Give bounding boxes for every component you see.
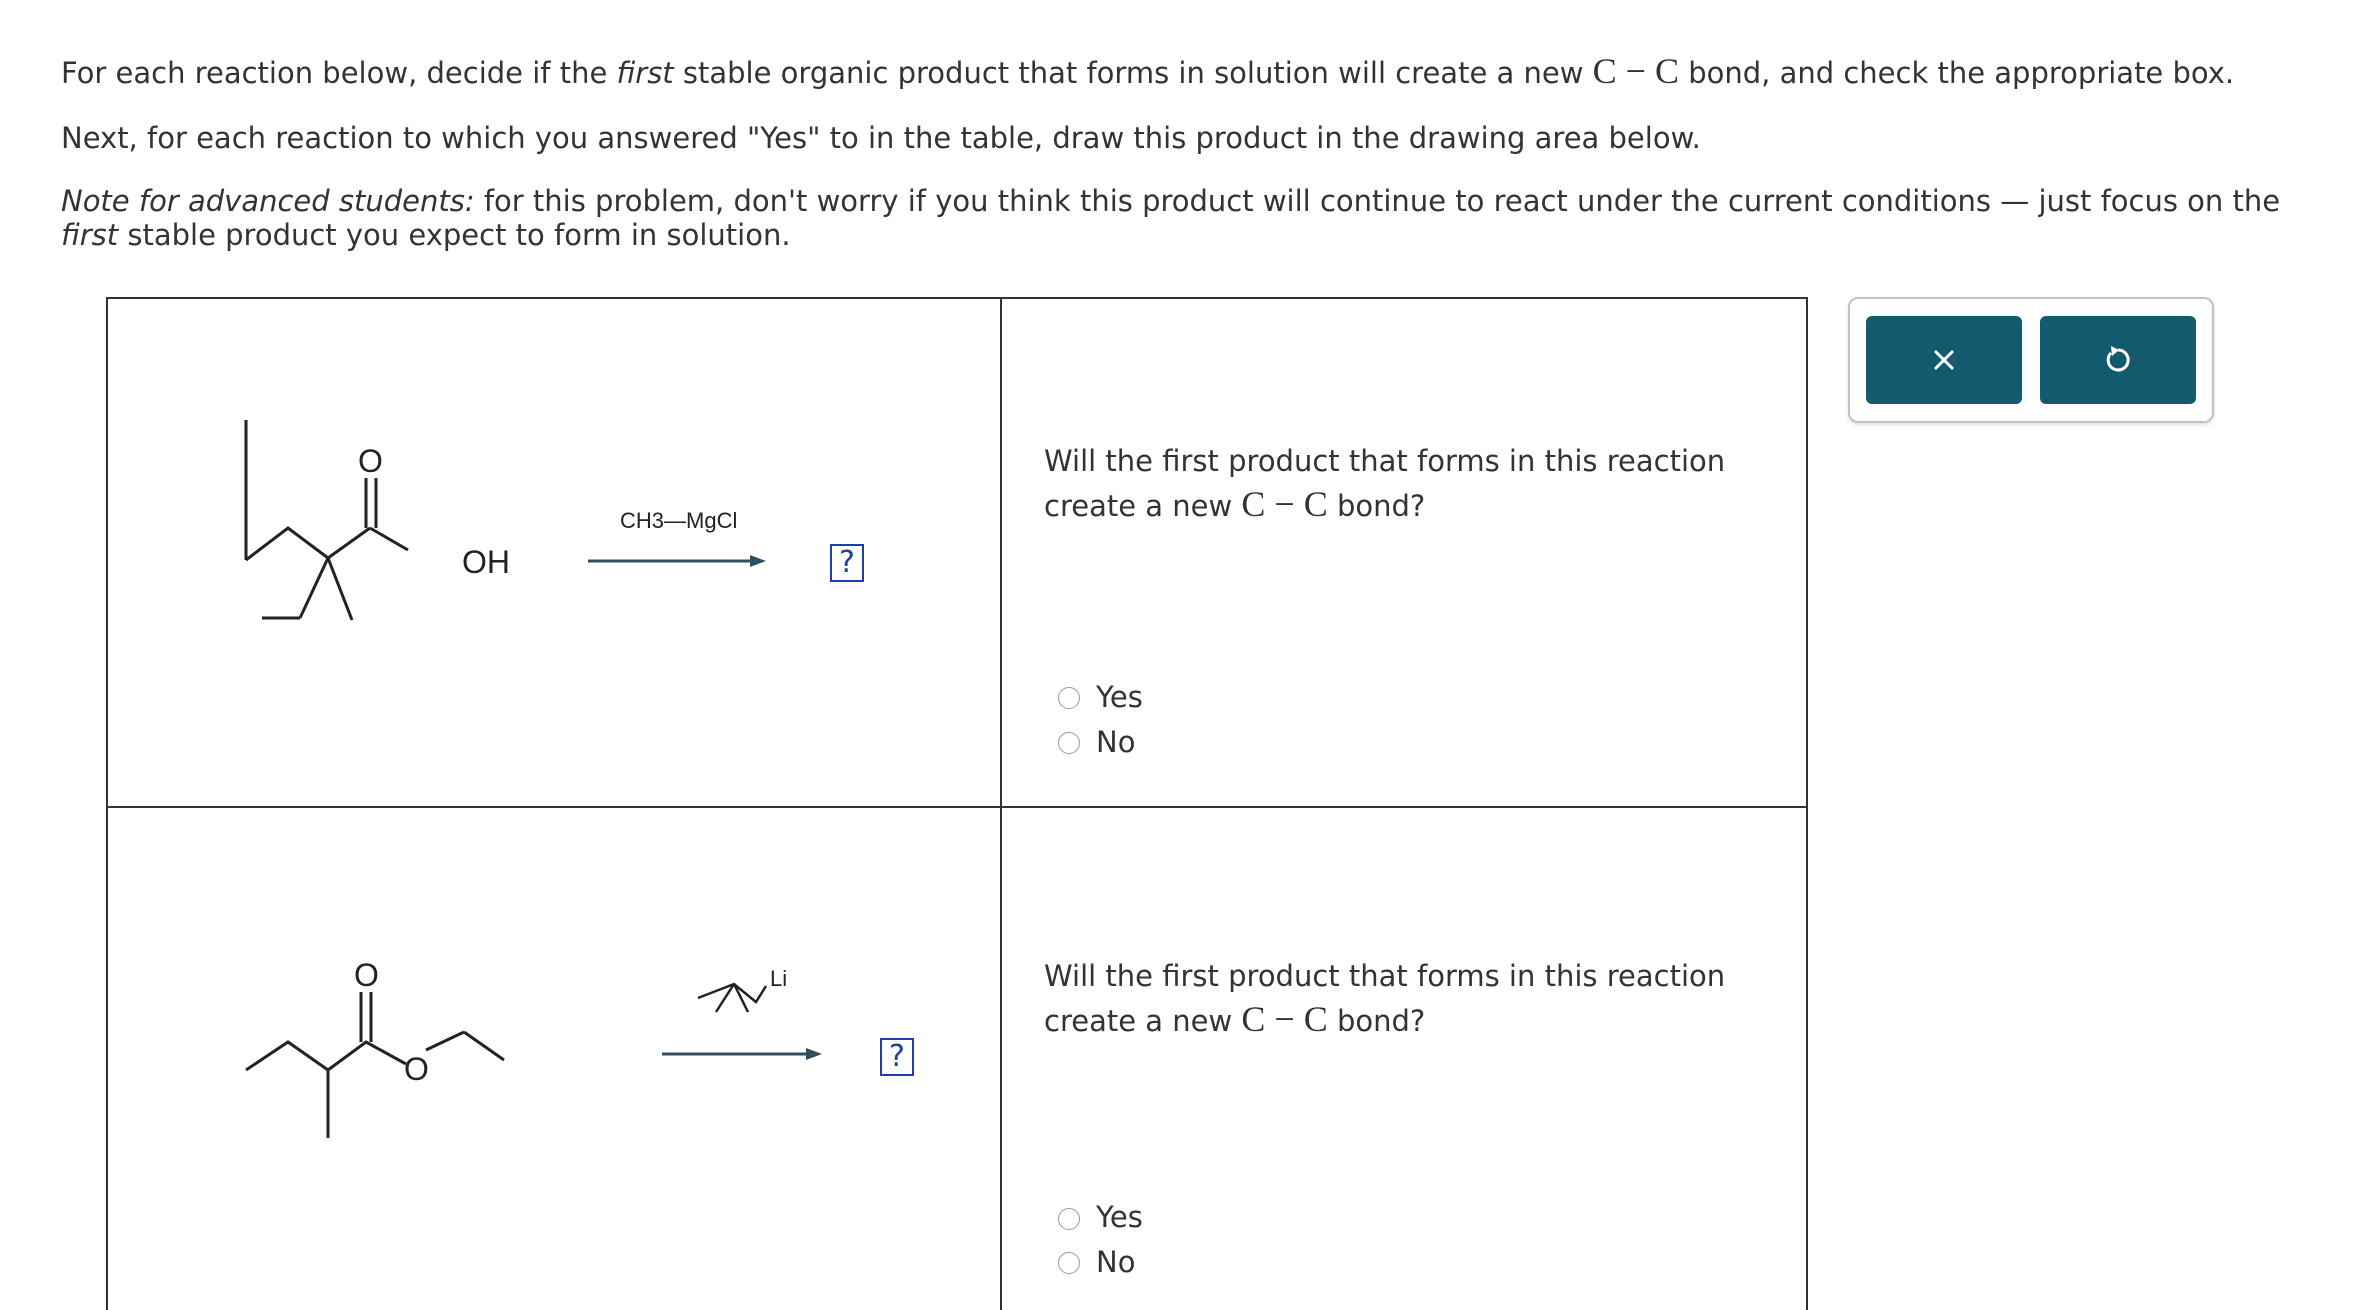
- answer-toolbar: [1848, 297, 2214, 423]
- question-1-line2: create a new C − C bond?: [1044, 484, 1426, 524]
- instruction-2: Next, for each reaction to which you answered "Yes" to in the table, draw this product in the drawing area below.: [61, 121, 1701, 155]
- reactant-2-carbonyl-oxygen: O: [354, 957, 379, 993]
- reaction-arrow-1: [588, 555, 766, 567]
- instruction-3: Note for advanced students: for this problem, don't worry if you think this product will continue to react under the current conditions — just focus on the first stable product you expect to form in solution.: [61, 184, 2281, 252]
- question-2-line1: Will the first product that forms in this reaction: [1044, 959, 1726, 993]
- reagent-2-structure: [698, 984, 766, 1012]
- reaction-2-scheme: [200, 940, 960, 1180]
- reactant-2-structure: [246, 992, 504, 1138]
- undo-icon: [2101, 343, 2135, 377]
- question-1-line1: Will the first product that forms in this reaction: [1044, 444, 1726, 478]
- instruction-1: For each reaction below, decide if the first stable organic product that forms in solution will create a new C − C bond, and check the appropriate box.: [61, 51, 2235, 91]
- product-1-placeholder[interactable]: ?: [830, 544, 864, 582]
- no-radio-2[interactable]: [1058, 1252, 1080, 1274]
- product-2-placeholder[interactable]: ?: [880, 1038, 914, 1076]
- reagent-1-label: CH3—MgCl: [620, 508, 738, 533]
- no-label-2[interactable]: No: [1096, 1245, 1136, 1279]
- reaction-1-scheme: [200, 420, 960, 650]
- undo-button[interactable]: [2040, 316, 2196, 404]
- question-2-line2: create a new C − C bond?: [1044, 999, 1426, 1039]
- yes-label-2[interactable]: Yes: [1096, 1200, 1143, 1234]
- reactant-1-oxygen-label: O: [358, 443, 383, 479]
- reactant-1-structure: [246, 420, 408, 620]
- no-label-1[interactable]: No: [1096, 725, 1136, 759]
- clear-button[interactable]: [1866, 316, 2022, 404]
- reagent-2-li-label: Li: [770, 966, 788, 991]
- yes-radio-2[interactable]: [1058, 1208, 1080, 1230]
- no-radio-1[interactable]: [1058, 732, 1080, 754]
- reactant-2-ester-oxygen: O: [404, 1051, 429, 1087]
- close-icon: [1929, 345, 1959, 375]
- reactant-1-oh-label: OH: [462, 544, 510, 580]
- yes-radio-1[interactable]: [1058, 687, 1080, 709]
- yes-label-1[interactable]: Yes: [1096, 680, 1143, 714]
- reaction-arrow-2: [662, 1048, 822, 1060]
